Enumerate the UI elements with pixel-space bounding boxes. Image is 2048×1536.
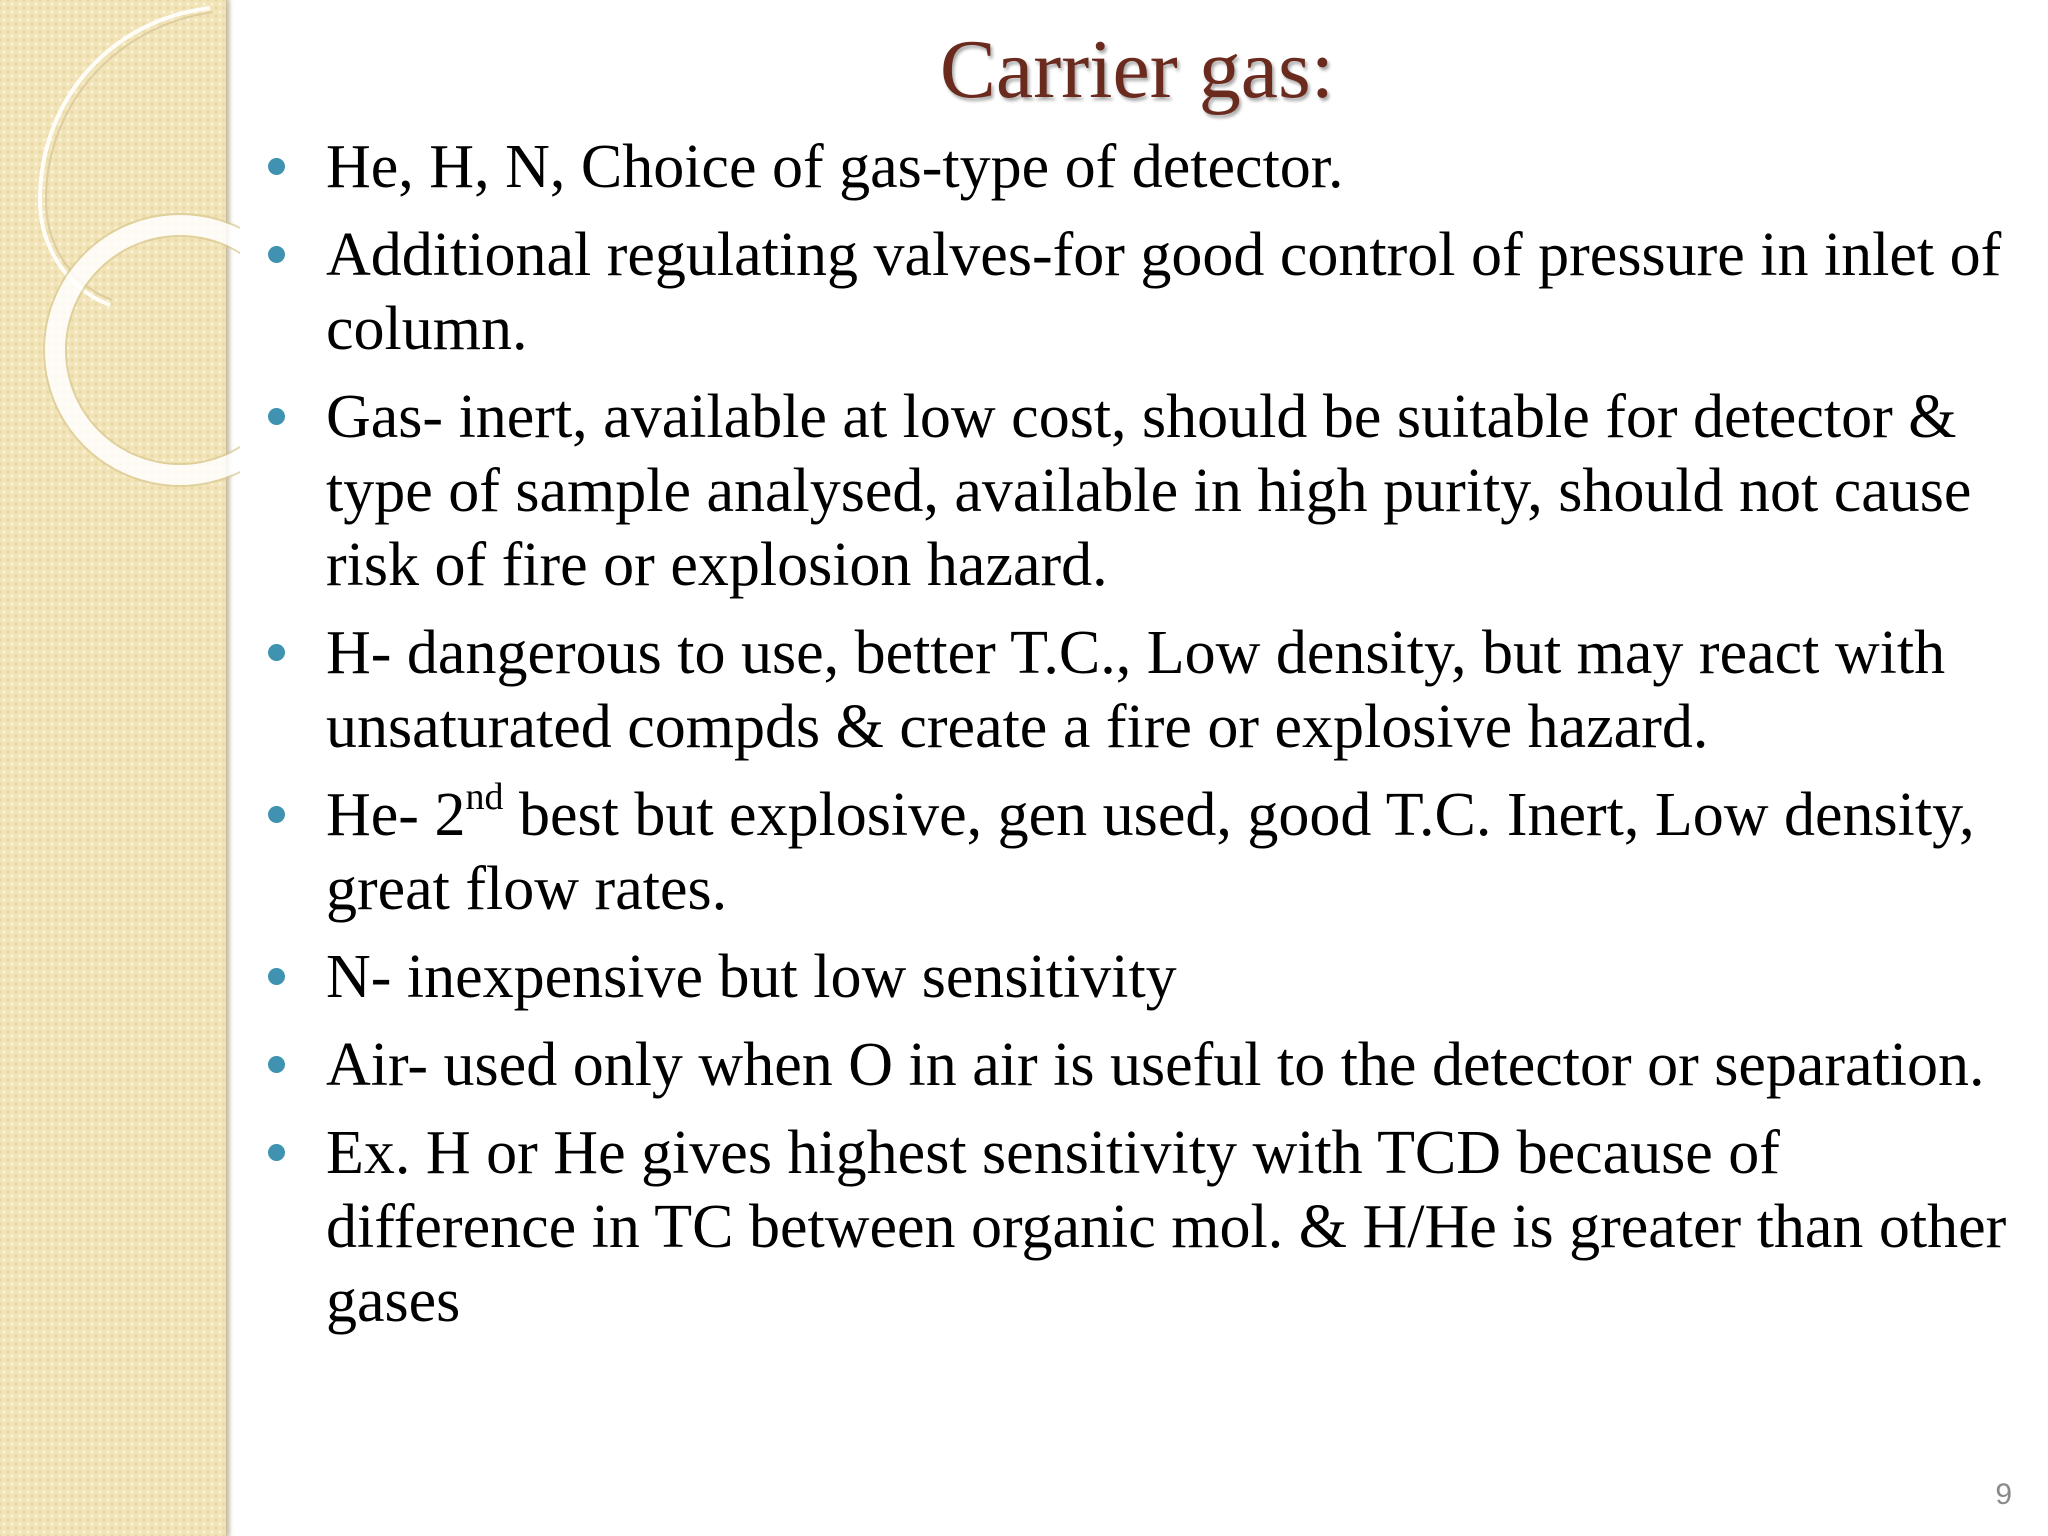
list-item bbox=[258, 130, 2008, 204]
list-item bbox=[258, 218, 2008, 366]
list-item bbox=[258, 940, 2008, 1014]
bullet-dot-icon bbox=[268, 408, 285, 425]
list-item bbox=[258, 1116, 2008, 1338]
list-item bbox=[258, 1028, 2008, 1102]
bullet-text-part: He- 2 bbox=[326, 781, 466, 849]
bullet-text: Gas- inert, available at low cost, should be suitable for detector & type of sample analysed, available in high purity, should not cause risk of fire or explosion hazard. bbox=[326, 383, 1972, 599]
bullet-dot-icon bbox=[268, 806, 285, 823]
bullet-text: Additional regulating valves-for good control of pressure in inlet of column. bbox=[326, 221, 2002, 363]
bullet-text bbox=[326, 776, 1975, 923]
list-item bbox=[258, 778, 2008, 926]
bullet-text-part: best but explosive, gen used, good T.C. Inert, Low density, great flow rates. bbox=[326, 781, 1975, 923]
bullet-text: Air- used only when O in air is useful to the detector or separation. bbox=[326, 1031, 1985, 1099]
bullet-text: Ex. H or He gives highest sensitivity with TCD because of difference in TC between organic mol. & H/He is greater than other gases bbox=[326, 1119, 2007, 1335]
bullet-dot-icon bbox=[268, 1056, 285, 1073]
ordinal-superscript: nd bbox=[465, 776, 504, 819]
bullet-list bbox=[258, 130, 2008, 1352]
bullet-text: He, H, N, Choice of gas-type of detector. bbox=[326, 133, 1344, 201]
bullet-text: N- inexpensive but low sensitivity bbox=[326, 943, 1177, 1011]
list-item bbox=[258, 380, 2008, 602]
page-number: 9 bbox=[1995, 1478, 2012, 1511]
bullet-dot-icon bbox=[268, 968, 285, 985]
bullet-dot-icon bbox=[268, 1144, 285, 1161]
bullet-text: H- dangerous to use, better T.C., Low density, but may react with unsaturated compds & create a fire or explosive hazard. bbox=[326, 619, 1946, 761]
slide-title: Carrier gas: bbox=[939, 23, 1335, 116]
bullet-dot-icon bbox=[268, 246, 285, 263]
bullet-dot-icon bbox=[268, 644, 285, 661]
list-item bbox=[258, 616, 2008, 764]
decorative-rings-icon bbox=[0, 0, 240, 520]
bullet-dot-icon bbox=[268, 158, 285, 175]
